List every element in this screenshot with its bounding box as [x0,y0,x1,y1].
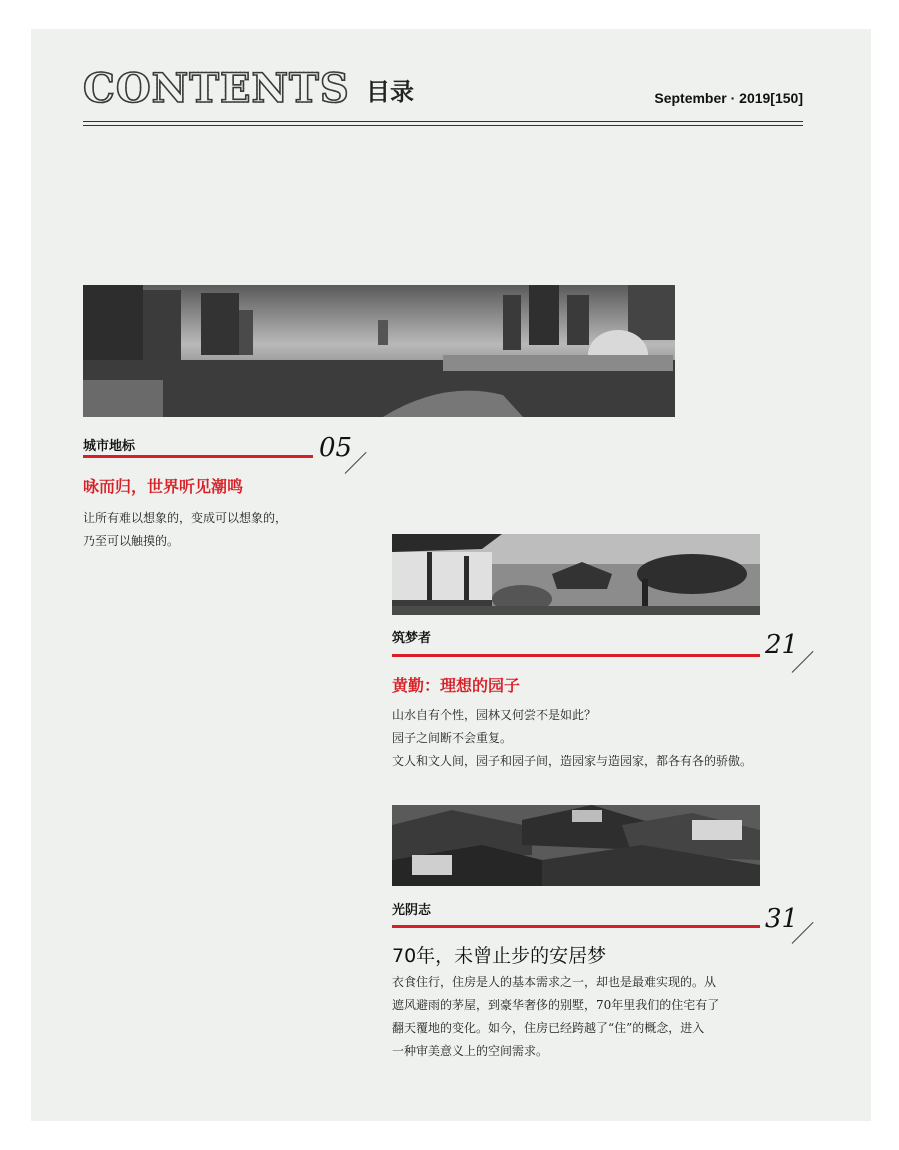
section-label: 光阴志 [392,903,432,918]
red-rule [83,455,313,458]
contents-heading: CONTENTS [83,65,350,112]
article-title[interactable]: 咏而归，世界听见潮鸣 [83,477,244,496]
article-description [392,704,752,773]
article-title[interactable]: 70年，未曾止步的安居梦 [392,945,607,967]
page-number: 21 [765,630,799,660]
city-skyline-photo [83,285,675,417]
page-number: 31 [765,904,799,934]
rooftops-photo [392,805,760,886]
description-line: 一种审美意义上的空间需求。 [392,1044,549,1058]
description-line: 遮风避雨的茅屋，到豪华奢侈的别墅，70年里我们的住宅有了 [392,998,720,1012]
description-line: 文人和文人间，园子和园子间，造园家与造园家，都各有各的骄傲。 [392,754,753,768]
magazine-page [31,29,871,1121]
article-description [392,971,719,1063]
article-title[interactable]: 黄勤：理想的园子 [392,676,521,695]
header-rule [83,121,803,126]
description-line: 乃至可以触摸的。 [83,534,180,548]
mulu-heading: 目录 [366,77,414,106]
red-rule [392,654,760,657]
issue-date: September · 2019[150] [654,90,803,106]
description-line: 衣食住行，住房是人的基本需求之一，却也是最难实现的。从 [392,975,717,989]
garden-photo [392,534,760,615]
description-line: 山水自有个性，园林又何尝不是如此？ [392,708,597,722]
description-line: 让所有难以想象的，变成可以想象的， [83,511,288,525]
description-line: 园子之间断不会重复。 [392,731,513,745]
article-description [83,507,287,553]
section-label: 城市地标 [83,439,136,454]
description-line: 翻天覆地的变化。如今，住房已经跨越了“住”的概念，进入 [392,1021,705,1035]
section-label: 筑梦者 [392,631,432,646]
red-rule [392,925,760,928]
page-number: 05 [319,433,353,463]
